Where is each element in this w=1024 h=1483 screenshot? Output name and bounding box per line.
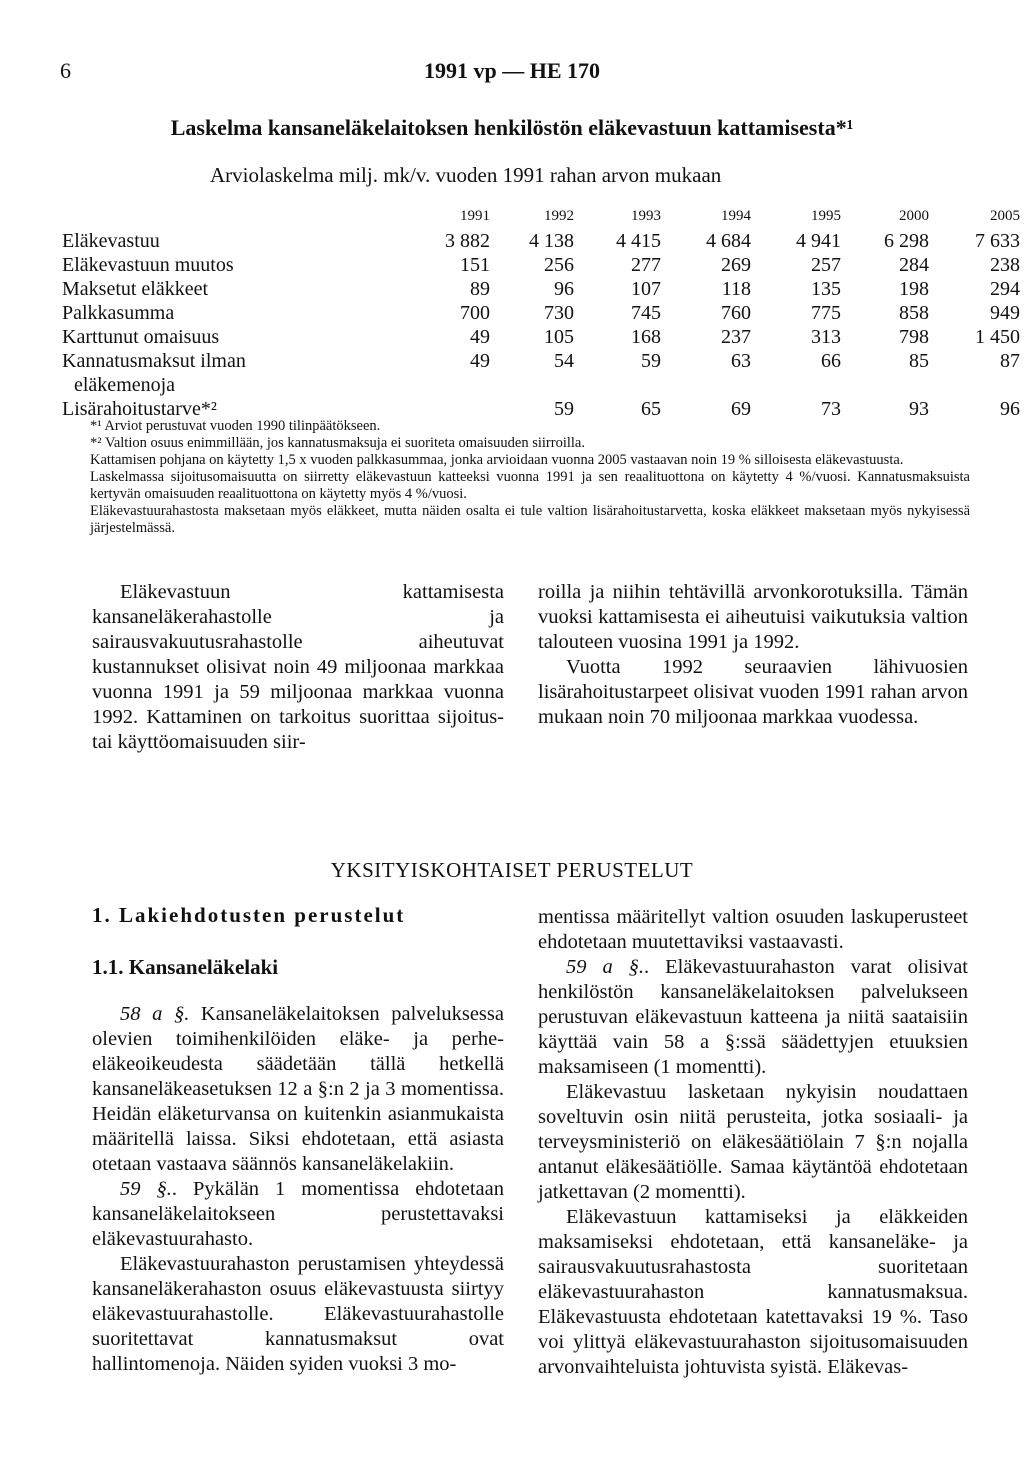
footnote: Kattamisen pohjana on käytetty 1,5 x vuoden palkkasummaa, jonka arvioidaan vuonna 2005 vastaavan noin 19 % silloisesta eläkevastuusta. [90,452,904,468]
pension-liability-table [62,205,1020,422]
paragraph: mentissa määritellyt valtion osuuden laskuperusteet ehdotetaan muutettaviksi vastaavasti. [538,906,968,953]
table-cell: 745 [631,302,661,324]
table-cell: 730 [544,302,574,324]
year-header: 1993 [631,208,661,224]
table-cell: 257 [811,254,841,276]
table-footnotes [90,418,970,537]
paragraph: Eläkevastuu lasketaan nykyisin noudattaen soveltuvin osin niitä perusteita, jotka sosiaali- ja terveysministeriö on eläkesäätiölain 7 §:n nojalla antanut eläkesäätiölle. Samaa käytäntöä ehdotetaan jatkettavan (2 momentti). [538,1081,968,1203]
table-row [62,278,1020,302]
table-cell: 118 [721,278,751,300]
table-cell: 105 [544,326,574,348]
table-cell: 798 [899,326,929,348]
table-row [62,350,1020,374]
paragraph: Eläkevastuun kattamiseksi ja eläkkeiden maksamiseksi ehdotetaan, että kansaneläke- ja sairausvakuutusrahastosta suoritetaan eläkevastuurahaston kannatusmaksua. Eläkevastuusta ehdotetaan katettavaksi 19 %. Taso voi ylittyä eläkevastuurahaston sijoitusomaisuuden arvonvaihteluista johtuvista syistä. Eläkevas- [538,1206,968,1378]
table-cell: 59 [641,350,661,372]
section-ref: 59 a §. [566,956,645,978]
footnote: *² Valtion osuus enimmillään, jos kannatusmaksuja ei suoriteta omaisuuden siirroilla. [90,435,585,451]
table-cell: 87 [1000,350,1020,372]
year-header: 1995 [811,208,841,224]
table-cell: 89 [470,278,490,300]
section-title: YKSITYISKOHTAISET PERUSTELUT [330,858,694,882]
table-cell: 3 882 [445,230,490,252]
table-cell: 96 [554,278,574,300]
table-cell: 313 [811,326,841,348]
table-cell: 151 [460,254,490,276]
table-cell: 63 [731,350,751,372]
year-header: 2005 [990,208,1020,224]
paragraph: Eläkevastuurahaston perustamisen yhteydessä kansaneläkerahaston osuus eläkevastuusta siirtyy eläkevastuurahastolle. Eläkevastuurahastolle suoritettavat kannatusmaksut ovat hallintomenoja. Näiden syiden vuoksi 3 mo- [92,1253,504,1375]
section-ref: 59 §. [120,1178,172,1200]
table-cell: 1 450 [975,326,1020,348]
heading-2: 1.1. Kansaneläkelaki [92,955,279,979]
table-cell: 294 [990,278,1020,300]
table-header-blank [62,205,382,230]
paragraph [92,1002,504,1177]
table-cell: 700 [460,302,490,324]
paragraph [92,1177,504,1252]
table-cell: 59 [554,398,574,420]
lower-left-column [92,1002,504,1377]
table-cell: 69 [731,398,751,420]
table-cell: 949 [990,302,1020,324]
table-cell: 775 [811,302,841,324]
table-cell: 198 [899,278,929,300]
table-row [62,254,1020,278]
page-number: 6 [60,58,71,83]
table-row [62,326,1020,350]
upper-right-column [538,580,968,730]
table-cell: 4 415 [616,230,661,252]
footnote: Laskelmassa sijoitusomaisuutta on siirretty eläkevastuun katteeksi vuonna 1991 ja sen reaalituottona on käytetty 4 %/vuosi. Kannatusmaksuista kertyvän omaisuuden reaalituottona on käytetty myös 4 %/vuosi. [90,469,970,502]
table-cell: 4 941 [796,230,841,252]
table-cell: 107 [631,278,661,300]
paragraph-text: . Eläkevastuurahaston varat olisivat henkilöstön kansaneläkelaitoksen palvelukseen perustuvan eläkevastuun katteena ja niitä saataisiin käyttää vain 58 a §:ssä säädettyjen etuuksien maksamiseen (1 momentti). [538,956,969,1078]
table-cell: 54 [554,350,574,372]
table-row [62,302,1020,326]
table-cell: 65 [641,398,661,420]
lower-right-column [538,905,968,1380]
footnote: *¹ Arviot perustuvat vuoden 1990 tilinpäätökseen. [90,418,381,434]
table-cell: 135 [811,278,841,300]
table-cell: 269 [721,254,751,276]
table-cell: 760 [721,302,751,324]
paragraph [538,955,968,1080]
table-cell: 237 [721,326,751,348]
table-cell: 49 [470,326,490,348]
row-label: Eläkevastuun muutos [62,254,234,276]
table-cell: 168 [631,326,661,348]
table-cell: 6 298 [884,230,929,252]
table-cell: 66 [821,350,841,372]
heading-1: 1. Lakiehdotusten perustelut [92,903,406,927]
table-cell: 4 138 [529,230,574,252]
table-cell: 96 [1000,398,1020,420]
row-label: Karttunut omaisuus [62,326,220,348]
table-cell: 49 [470,350,490,372]
row-label: Kannatusmaksut ilman [62,350,246,372]
footnote: Eläkevastuurahastosta maksetaan myös eläkkeet, mutta näiden osalta ei tule valtion lisärahoitustarvetta, koska eläkkeet maksetaan myös nykyisessä järjestelmässä. [90,503,970,536]
paragraph: Eläkevastuun kattamisesta kansaneläkerahastolle ja sairausvakuutusrahastolle aiheutuvat kustannukset olisivat noin 49 miljoonaa markkaa vuonna 1991 ja 59 miljoonaa markkaa vuonna 1992. Kattaminen on tarkoitus suorittaa sijoitus- tai käyttöomaisuuden siir- [92,581,504,753]
table-cell: 93 [909,398,929,420]
table-cell: 256 [544,254,574,276]
paragraph-text: . Pykälän 1 momentissa ehdotetaan kansaneläkelaitokseen perustettavaksi eläkevastuurahasto. [92,1178,504,1250]
paragraph-text: Kansaneläkelaitoksen palveluksessa olevien toimihenkilöiden eläke- ja perhe-eläkeoikeudesta säädetään tällä hetkellä kansaneläkeasetuksen 12 a §:n 2 ja 3 momentissa. Heidän eläketurvansa on kuitenkin asianmukaista määritellä laissa. Siksi ehdotetaan, että asiasta otetaan vastaava säännös kansaneläkelakiin. [92,1003,504,1175]
table-cell-empty [382,374,1020,398]
paragraph: Vuotta 1992 seuraavien lähivuosien lisärahoitustarpeet olisivat vuoden 1991 rahan arvon mukaan noin 70 miljoonaa markkaa vuodessa. [538,656,968,728]
table-subtitle: Arviolaskelma milj. mk/v. vuoden 1991 rahan arvon mukaan [210,163,722,187]
table-cell: 858 [899,302,929,324]
table-row [62,374,1020,398]
row-label-continuation [62,374,382,398]
year-header: 1992 [544,208,574,224]
row-label: Palkkasumma [62,302,175,324]
row-label: Lisärahoitustarve*² [62,398,217,420]
section-ref: 58 a §. [120,1003,190,1025]
table-cell: 277 [631,254,661,276]
table-cell: 238 [990,254,1020,276]
year-header: 2000 [899,208,929,224]
upper-left-column [92,580,504,755]
year-header: 1991 [460,208,490,224]
table-cell: 4 684 [706,230,751,252]
running-header: 1991 vp — HE 170 [423,58,601,83]
paragraph: roilla ja niihin tehtävillä arvonkorotuksilla. Tämän vuoksi kattamisesta ei aiheutuisi vaikutuksia valtion talouteen vuosina 1991 ja 1992. [538,581,968,653]
table-cell: 284 [899,254,929,276]
table-cell: 7 633 [975,230,1020,252]
table-cell: 73 [821,398,841,420]
table-row [62,230,1020,254]
year-header: 1994 [721,208,751,224]
row-label: Maksetut eläkkeet [62,278,209,300]
table-header-row [62,205,1020,230]
table-cell: 85 [909,350,929,372]
row-label: Eläkevastuu [62,230,160,252]
table-title: Laskelma kansaneläkelaitoksen henkilöstön eläkevastuun kattamisesta*¹ [170,115,854,140]
row-label-cont-text: eläkemenoja [74,374,176,396]
